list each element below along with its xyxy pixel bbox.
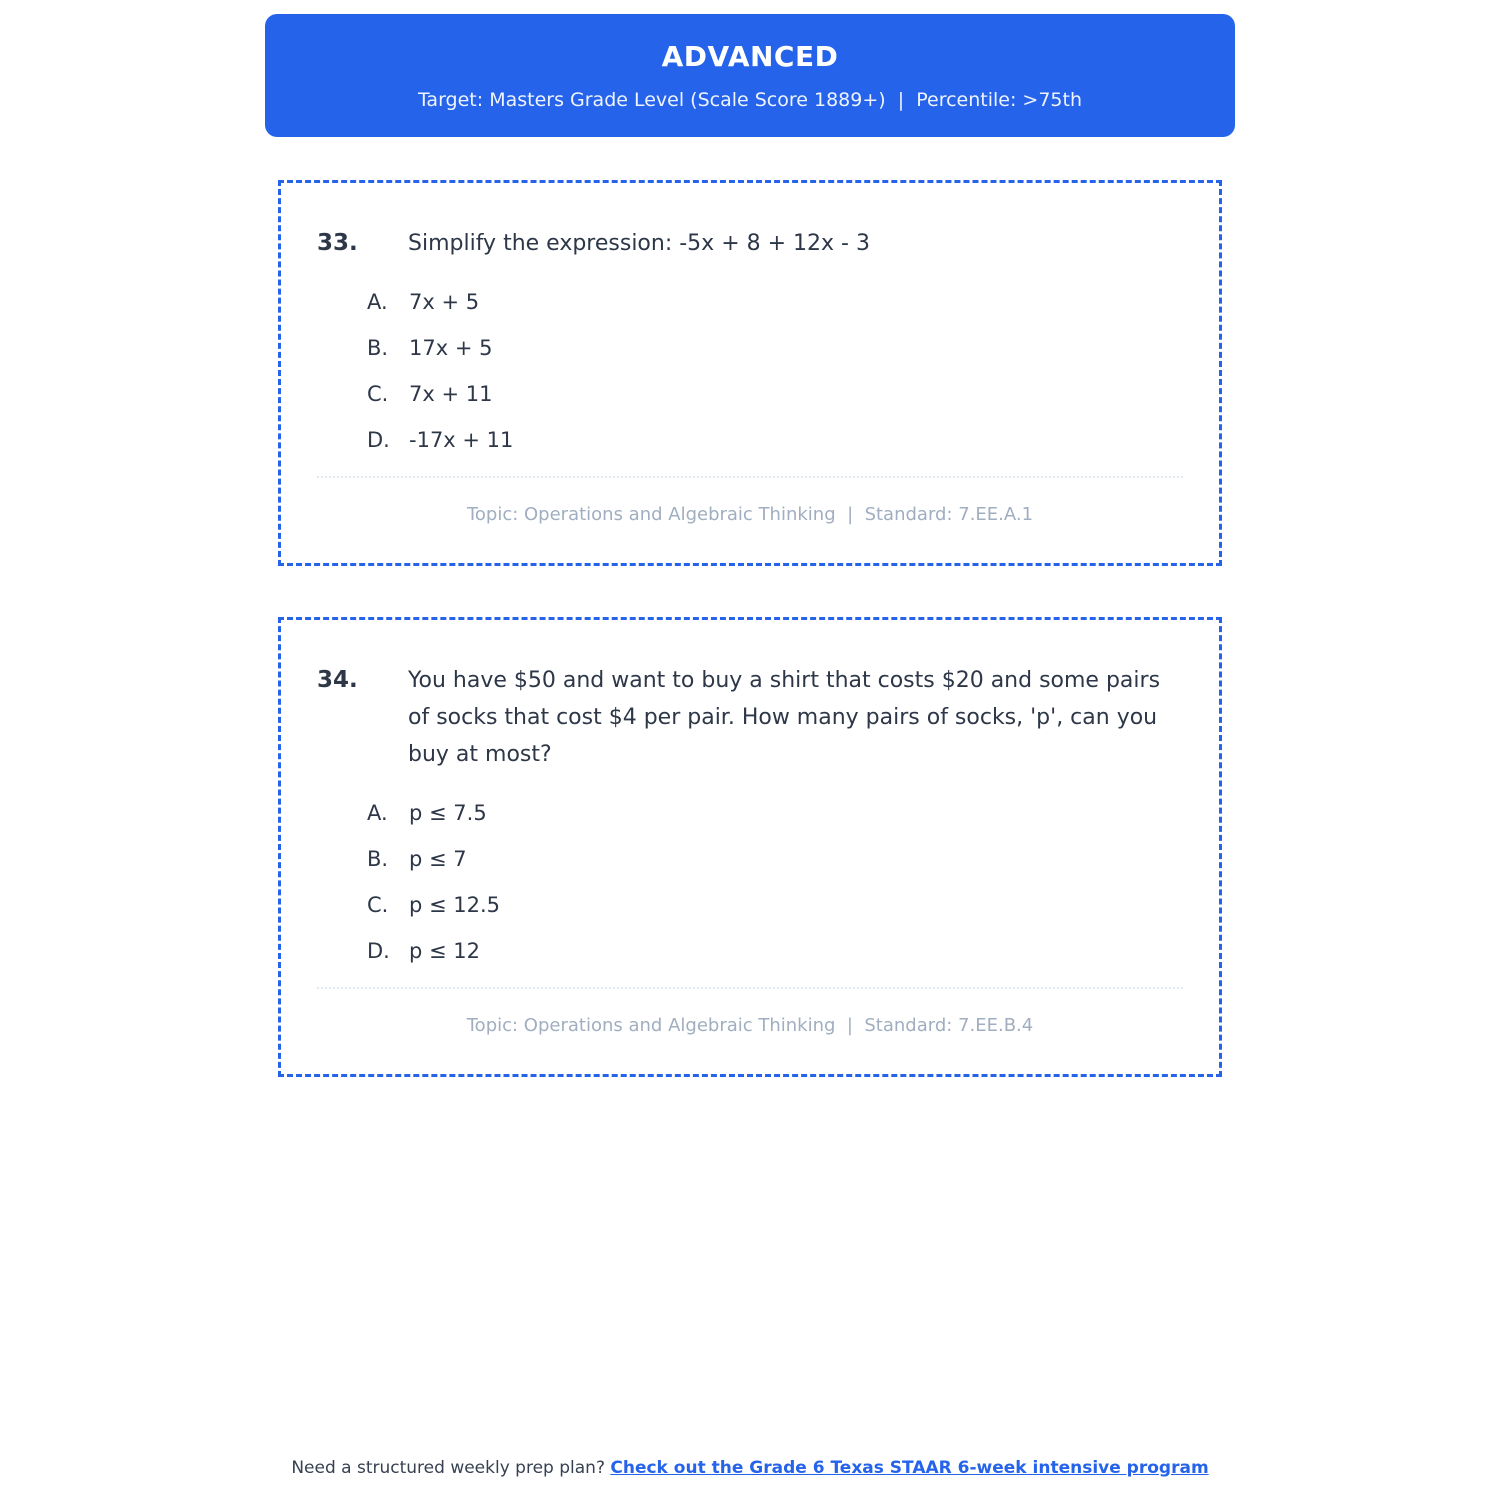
question-row xyxy=(317,225,1183,262)
option-text: p ≤ 12 xyxy=(409,939,480,963)
option-label: C. xyxy=(367,893,389,917)
option-b xyxy=(367,847,1183,871)
option-text: -17x + 11 xyxy=(409,428,514,452)
question-row xyxy=(317,662,1183,773)
topic-standard-line: Topic: Operations and Algebraic Thinking | Standard: 7.EE.A.1 xyxy=(466,504,1034,525)
option-label: D. xyxy=(367,939,390,963)
option-text: 17x + 5 xyxy=(409,336,493,360)
topic-standard-line: Topic: Operations and Algebraic Thinking | Standard: 7.EE.B.4 xyxy=(466,1015,1034,1036)
option-c xyxy=(367,382,1183,406)
question-card-34 xyxy=(278,617,1222,1077)
question-text: Simplify the expression: -5x + 8 + 12x - 3 xyxy=(408,231,870,256)
question-number: 33. xyxy=(317,230,358,256)
option-label: B. xyxy=(367,847,389,871)
options-list xyxy=(367,290,1183,452)
option-text: 7x + 11 xyxy=(409,382,493,406)
level-subtitle: Target: Masters Grade Level (Scale Score 1889+) | Percentile: >75th xyxy=(417,89,1083,111)
divider xyxy=(317,987,1183,989)
options-list xyxy=(367,801,1183,963)
question-text: You have $50 and want to buy a shirt that costs $20 and some pairs of socks that cost $4 per pair. How many pairs of socks, 'p', can you buy at most? xyxy=(408,668,1161,767)
level-title: ADVANCED xyxy=(661,40,839,73)
option-label: D. xyxy=(367,428,390,452)
footer-prompt: Need a structured weekly prep plan? xyxy=(291,1458,611,1478)
option-label: B. xyxy=(367,336,389,360)
option-label: C. xyxy=(367,382,389,406)
option-a xyxy=(367,801,1183,825)
option-d xyxy=(367,939,1183,963)
prep-plan-footer xyxy=(0,1458,1500,1478)
option-text: p ≤ 12.5 xyxy=(409,893,501,917)
option-a xyxy=(367,290,1183,314)
question-card-33 xyxy=(278,180,1222,566)
option-d xyxy=(367,428,1183,452)
question-number: 34. xyxy=(317,667,358,693)
prep-program-link[interactable]: Check out the Grade 6 Texas STAAR 6-week intensive program xyxy=(610,1458,1209,1478)
option-c xyxy=(367,893,1183,917)
option-b xyxy=(367,336,1183,360)
option-text: p ≤ 7.5 xyxy=(409,801,487,825)
content-column xyxy=(265,0,1235,1077)
option-text: p ≤ 7 xyxy=(409,847,467,871)
option-label: A. xyxy=(367,290,388,314)
level-banner xyxy=(265,14,1235,137)
option-text: 7x + 5 xyxy=(409,290,480,314)
divider xyxy=(317,476,1183,478)
option-label: A. xyxy=(367,801,388,825)
